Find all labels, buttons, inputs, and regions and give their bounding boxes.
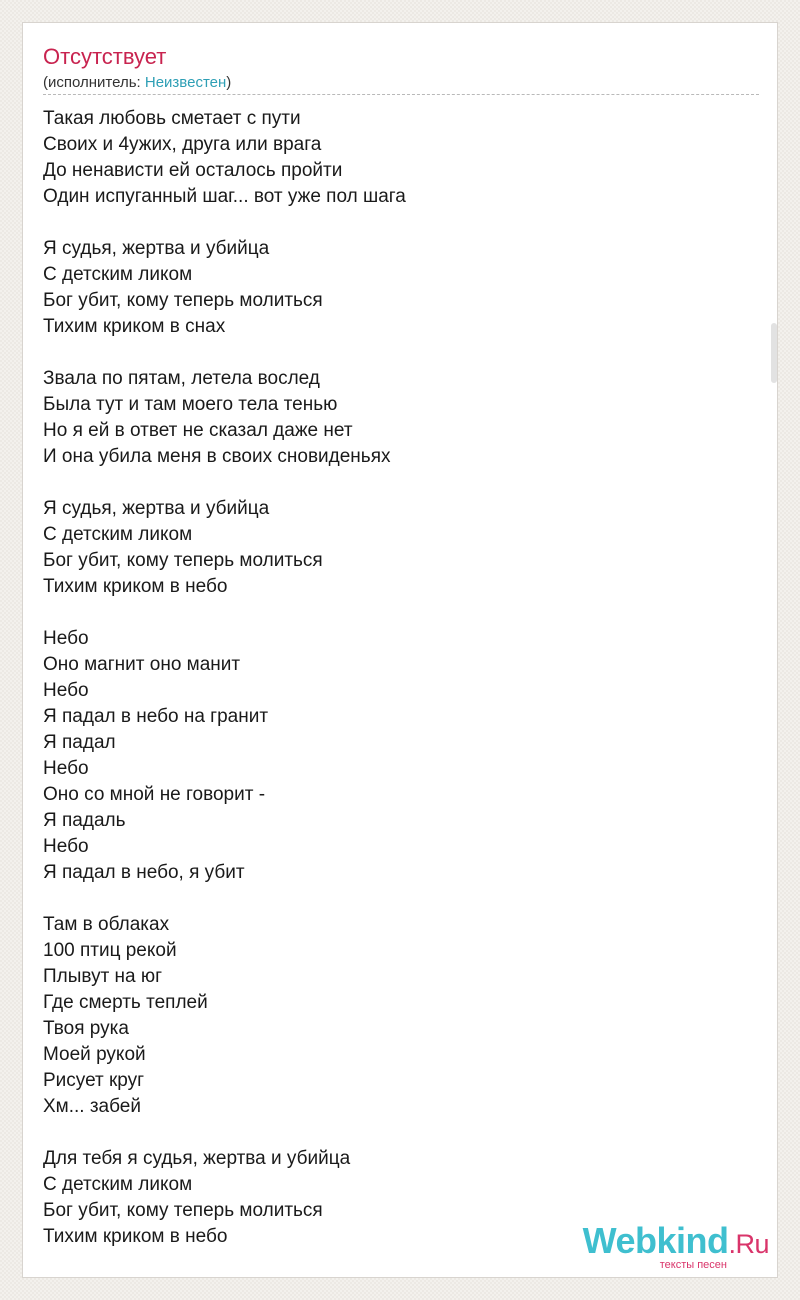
lyrics-stanza [43, 496, 759, 600]
lyrics-line: Тихим криком в небо [43, 1226, 228, 1247]
lyrics-line: Твоя рука [43, 1018, 129, 1039]
lyrics-line: Тихим криком в снах [43, 316, 226, 337]
lyrics-line: Бог убит, кому теперь молиться [43, 550, 323, 571]
artist-line [43, 73, 759, 95]
lyrics-line: Небо [43, 680, 89, 701]
lyrics-line: Для тебя я судья, жертва и убийца [43, 1148, 351, 1169]
logo-suffix-text: .Ru [728, 1229, 769, 1259]
lyrics-line: С детским ликом [43, 264, 193, 285]
lyrics-line: Один испуганный шаг... вот уже пол шага [43, 186, 406, 207]
logo-main-text: Webkind [582, 1220, 729, 1261]
logo-tagline: тексты песен [659, 1259, 727, 1271]
lyrics-stanza [43, 912, 759, 1120]
lyrics-line: С детским ликом [43, 524, 193, 545]
lyrics-line: 100 птиц рекой [43, 940, 177, 961]
lyrics-line: Бог убит, кому теперь молиться [43, 1200, 323, 1221]
lyrics-line: Хм... забей [43, 1096, 141, 1117]
lyrics-line: С детским ликом [43, 1174, 193, 1195]
lyrics-line: Но я ей в ответ не сказал даже нет [43, 420, 353, 441]
scrollbar-handle[interactable] [771, 323, 777, 383]
artist-suffix: ) [226, 74, 232, 91]
logo-wordmark [583, 1222, 769, 1263]
lyrics-line: Оно со мной не говорит - [43, 784, 266, 805]
lyrics-line: Такая любовь сметает с пути [43, 108, 301, 129]
lyrics-line: До ненависти ей осталось пройти [43, 160, 343, 181]
lyrics-stanza [43, 366, 759, 470]
lyrics-line: Небо [43, 628, 89, 649]
lyrics-stanza [43, 236, 759, 340]
lyrics-line: Небо [43, 758, 89, 779]
lyrics-line: Моей рукой [43, 1044, 146, 1065]
lyrics-line: Была тут и там моего тела тенью [43, 394, 338, 415]
site-logo[interactable] [583, 1222, 769, 1271]
lyrics-line: Где смерть теплей [43, 992, 208, 1013]
lyrics-line: Я судья, жертва и убийца [43, 498, 270, 519]
lyrics-line: Небо [43, 836, 89, 857]
lyrics-line: Тихим криком в небо [43, 576, 228, 597]
lyrics-body [43, 106, 759, 1276]
lyrics-line: Я падал в небо на гранит [43, 706, 269, 727]
artist-link[interactable]: Неизвестен [144, 74, 227, 91]
lyrics-line: Там в облаках [43, 914, 170, 935]
lyrics-line: Я падал [43, 732, 116, 753]
lyrics-stanza [43, 626, 759, 886]
lyrics-line: Я падал в небо, я убит [43, 862, 245, 883]
song-header [43, 43, 759, 95]
lyrics-line: Плывут на юг [43, 966, 163, 987]
lyrics-line: Рисует круг [43, 1070, 145, 1091]
song-title: Отсутствует [43, 44, 167, 69]
lyrics-line: И она убила меня в своих сновиденьях [43, 446, 391, 467]
lyrics-line: Бог убит, кому теперь молиться [43, 290, 323, 311]
lyrics-line: Своих и 4ужих, друга или врага [43, 134, 322, 155]
lyrics-card [22, 22, 778, 1278]
lyrics-line: Оно магнит оно манит [43, 654, 241, 675]
lyrics-line: Я падаль [43, 810, 126, 831]
lyrics-line: Звала по пятам, летела вослед [43, 368, 320, 389]
lyrics-line: Я судья, жертва и убийца [43, 238, 270, 259]
lyrics-stanza [43, 106, 759, 210]
artist-prefix: (исполнитель: [43, 74, 145, 91]
